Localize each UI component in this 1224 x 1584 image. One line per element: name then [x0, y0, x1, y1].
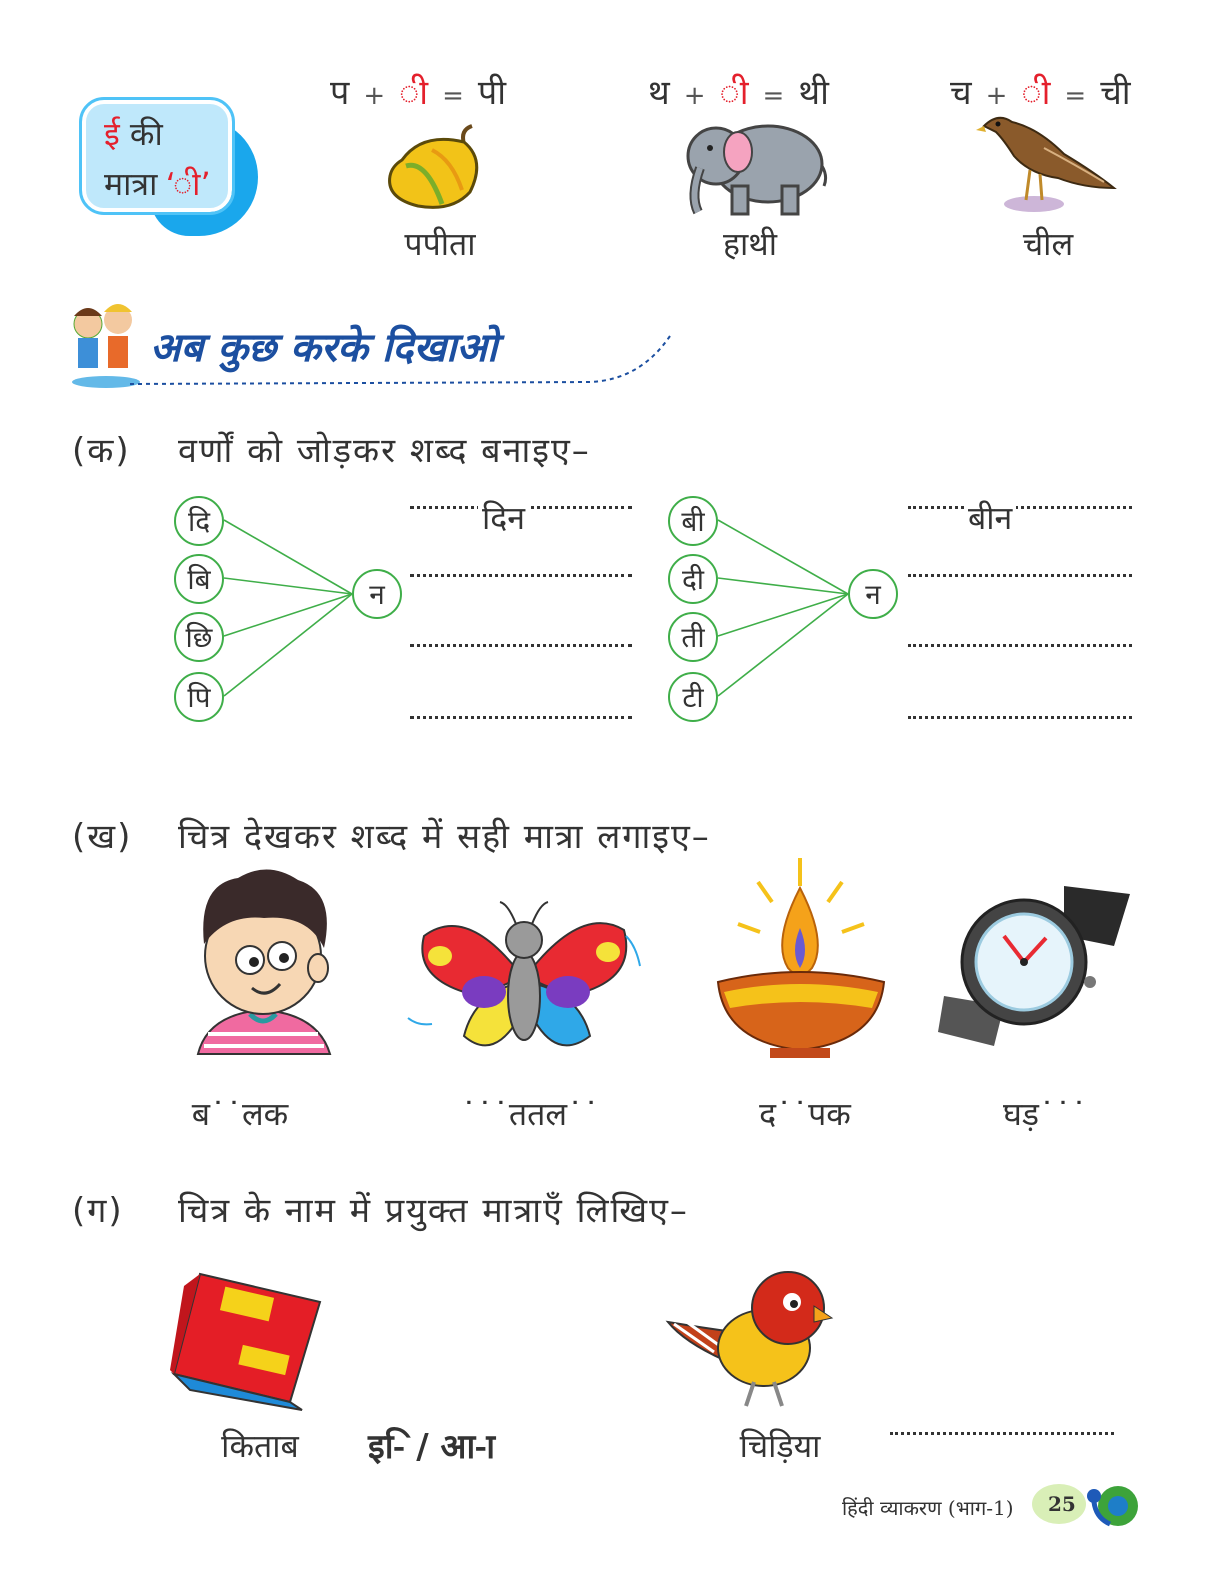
- center-circle: न: [352, 569, 402, 619]
- plus-sign: +: [985, 81, 1008, 111]
- letter-circle: दि: [174, 496, 224, 546]
- eq-letter: प: [330, 73, 350, 113]
- eq-letter: च: [950, 73, 972, 113]
- equals-sign: =: [1064, 81, 1087, 111]
- section-g-instruction: चित्र के नाम में प्रयुक्त मात्राएँ लिखिए–: [178, 1191, 689, 1231]
- word-papita: पपीता: [404, 225, 476, 263]
- answer-text: दिन: [478, 496, 529, 539]
- answer-line[interactable]: [908, 574, 1132, 577]
- letter-circle: दी: [668, 554, 718, 604]
- letter-circle: बि: [174, 554, 224, 604]
- answer-line[interactable]: [410, 574, 632, 577]
- equals-sign: =: [442, 81, 464, 111]
- letter-circle: टी: [668, 672, 718, 722]
- section-k-instruction: वर्णों को जोड़कर शब्द बनाइए–: [178, 431, 591, 471]
- answer-line[interactable]: [908, 506, 1132, 509]
- butterfly-image: [404, 896, 650, 1064]
- center-circle: न: [848, 569, 898, 619]
- equals-sign: =: [762, 81, 785, 111]
- matra-sign: ी: [1021, 73, 1051, 113]
- equation-2: [648, 68, 829, 114]
- answer-line[interactable]: [890, 1432, 1114, 1435]
- section-k-label: (क): [72, 431, 131, 471]
- badge-ki: की: [119, 115, 163, 153]
- badge-sign: ‘ी’: [167, 165, 211, 203]
- section-g-label: (ग): [72, 1191, 124, 1231]
- book-image: [170, 1266, 332, 1412]
- letter-circle: पि: [174, 672, 224, 722]
- word-chidiya: चिड़िया: [739, 1427, 821, 1465]
- elephant-image: [676, 116, 828, 220]
- papaya-image: [382, 120, 492, 210]
- kite-bird-image: [974, 108, 1120, 212]
- activity-title: अब कुछ करके दिखाओ: [150, 325, 498, 371]
- eq-letter: थ: [648, 73, 670, 113]
- letter-circle: छि: [174, 612, 224, 662]
- plus-sign: +: [683, 81, 706, 111]
- answer-text: बीन: [964, 496, 1016, 539]
- word-balak: ब˙˙लक: [191, 1095, 289, 1133]
- answer-line[interactable]: [410, 644, 632, 647]
- badge-matra: मात्रा: [104, 165, 168, 203]
- badge-vowel: ई: [104, 115, 120, 153]
- title-underline: [120, 330, 680, 390]
- answer-line[interactable]: [908, 644, 1132, 647]
- section-kh-instruction: चित्र देखकर शब्द में सही मात्रा लगाइए–: [178, 817, 711, 857]
- section-kh-label: (ख): [72, 817, 133, 857]
- eq-result: पी: [477, 73, 507, 113]
- answer-line[interactable]: [410, 716, 632, 719]
- word-ghadi: घड़˙˙˙: [1002, 1095, 1088, 1133]
- word-kitab: किताब: [221, 1427, 299, 1465]
- word-deepak: द˙˙पक: [759, 1095, 851, 1133]
- word-titali: ˙˙˙ततल˙˙: [460, 1095, 600, 1133]
- word-hathi: हाथी: [722, 225, 778, 263]
- matra-sign: ी: [399, 73, 429, 113]
- letter-circle: ती: [668, 612, 718, 662]
- eq-result: थी: [798, 73, 829, 113]
- matra-badge: [82, 100, 232, 212]
- letter-circle: बी: [668, 496, 718, 546]
- word-cheel: चील: [1022, 225, 1074, 263]
- watch-image: [934, 876, 1144, 1048]
- matra-sign: ी: [719, 73, 749, 113]
- page-number: 25: [1048, 1492, 1076, 1516]
- sparrow-image: [664, 1262, 834, 1410]
- answer-line[interactable]: [908, 716, 1132, 719]
- book-title: हिंदी व्याकरण (भाग-1): [842, 1496, 1014, 1520]
- eq-result: ची: [1100, 73, 1131, 113]
- matra-answer: इ-ि / आ-ा: [368, 1427, 496, 1467]
- equation-1: [330, 68, 506, 114]
- peacock-icon: [1080, 1478, 1140, 1534]
- plus-sign: +: [363, 81, 386, 111]
- diya-image: [708, 852, 894, 1062]
- boy-image: [168, 864, 358, 1074]
